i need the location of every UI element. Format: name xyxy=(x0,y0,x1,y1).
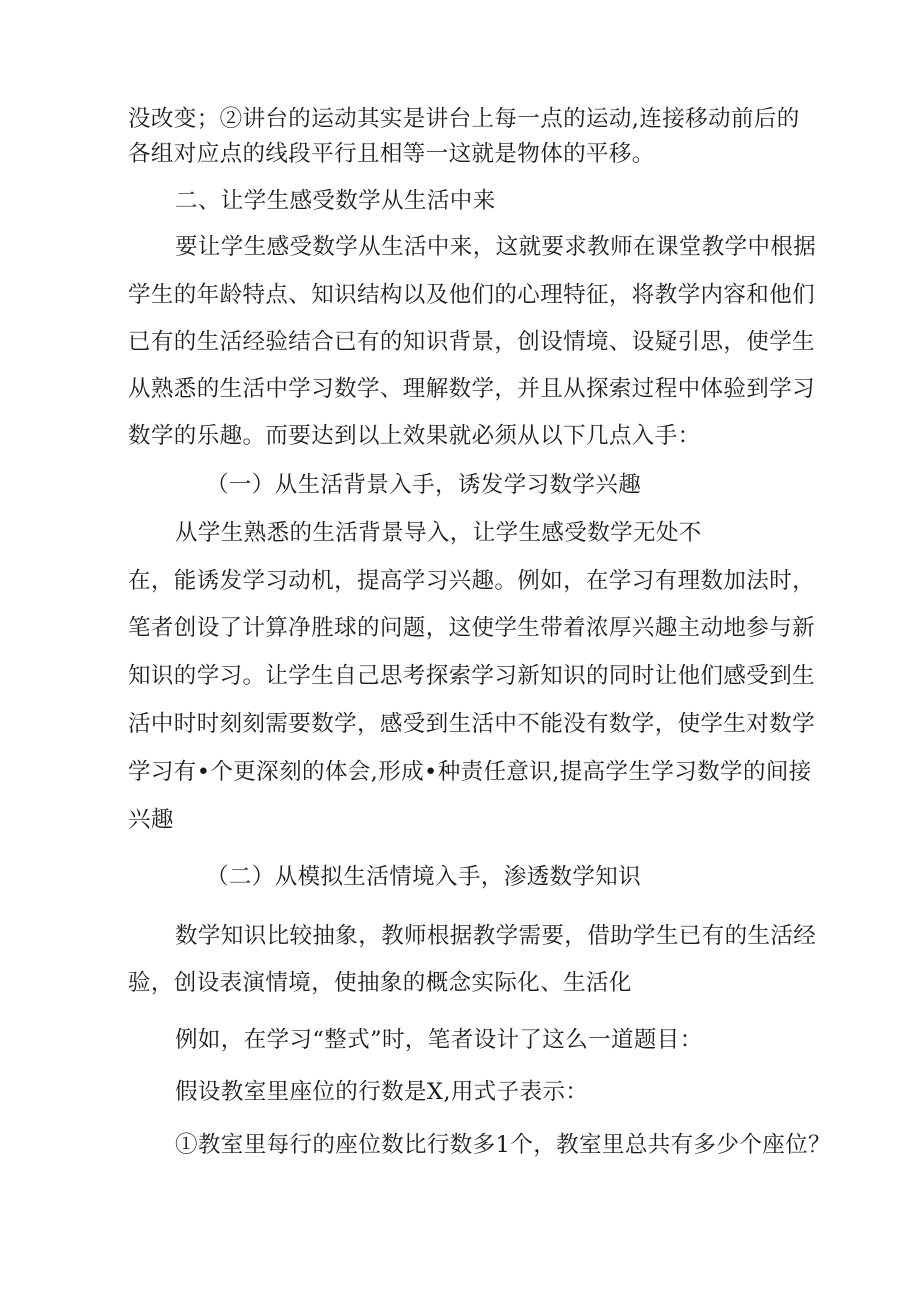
paragraph-line: 学习有•个更深刻的体会,形成•种责任意识,提高学生学习数学的间接 xyxy=(128,759,812,785)
section-heading: 二、让学生感受数学从生活中来 xyxy=(175,188,496,214)
paragraph-line: 学生的年龄特点、知识结构以及他们的心理特征，将教学内容和他们 xyxy=(128,282,816,308)
paragraph-line: 要让学生感受数学从生活中来，这就要求教师在课堂教学中根据 xyxy=(175,234,817,260)
paragraph-line: 已有的生活经验结合已有的知识背景，创设情境、设疑引思，使学生 xyxy=(128,329,816,355)
subsection-heading: （一）从生活背景入手，诱发学习数学兴趣 xyxy=(206,472,642,498)
paragraph-line: 数学知识比较抽象，教师根据教学需要，借助学生已有的生活经 xyxy=(175,923,817,949)
paragraph-line: 知识的学习。让学生自己思考探索学习新知识的同时让他们感受到生 xyxy=(128,663,816,689)
paragraph-line: ①教室里每行的座位数比行数多1个，教室里总共有多少个座位？ xyxy=(175,1132,831,1158)
paragraph-line: 从熟悉的生活中学习数学、理解数学，并且从探索过程中体验到学习 xyxy=(128,376,816,402)
paragraph-line: 假设教室里座位的行数是X,用式子表示： xyxy=(175,1079,589,1105)
subsection-heading: （二）从模拟生活情境入手，渗透数学知识 xyxy=(206,864,642,890)
paragraph-line: 从学生熟悉的生活背景导入，让学生感受数学无处不 xyxy=(175,520,702,546)
paragraph-line: 笔者创设了计算净胜球的问题，这使学生带着浓厚兴趣主动地参与新 xyxy=(128,615,816,641)
paragraph-line: 活中时时刻刻需要数学，感受到生活中不能没有数学，使学生对数学 xyxy=(128,711,816,737)
paragraph-line: 在，能诱发学习动机，提高学习兴趣。例如，在学习有理数加法时， xyxy=(128,568,816,594)
paragraph-line: 例如，在学习“整式”时，笔者设计了这么一道题目： xyxy=(175,1027,703,1053)
paragraph-line: 各组对应点的线段平行且相等一这就是物体的平移。 xyxy=(128,141,655,167)
paragraph-line: 兴趣 xyxy=(128,807,174,833)
paragraph-line: 没改变；②讲台的运动其实是讲台上每一点的运动,连接移动前后的 xyxy=(128,106,800,132)
paragraph-line: 数学的乐趣。而要达到以上效果就必须从以下几点入手： xyxy=(128,423,701,449)
paragraph-line: 验，创设表演情境，使抽象的概念实际化、生活化 xyxy=(128,970,632,996)
